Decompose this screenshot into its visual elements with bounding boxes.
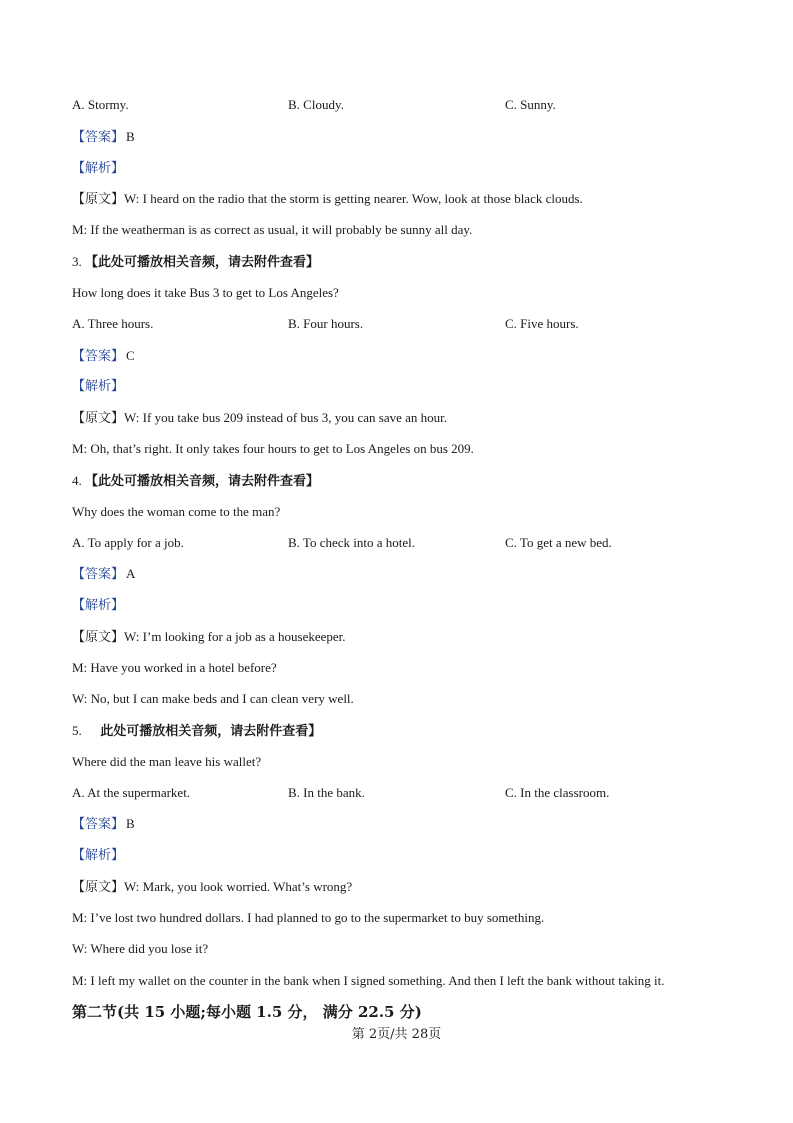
answer-value: A: [126, 566, 136, 581]
answer-value: B: [126, 129, 135, 144]
audio-note: 【此处可播放相关音频，请去附件查看】: [85, 255, 320, 270]
question-number: 3.: [72, 254, 82, 269]
analysis-label: 【解析】: [72, 848, 125, 863]
transcript-line: M: If the weatherman is as correct as usual, it will probably be sunny all day.: [72, 222, 473, 237]
question-number: 4.: [72, 473, 82, 488]
transcript-text: W: Mark, you look worried. What’s wrong?: [124, 879, 353, 894]
answer-label: 【答案】: [72, 567, 125, 582]
transcript-line: M: Have you worked in a hotel before?: [72, 660, 277, 675]
q4-option-a: A. To apply for a job.: [72, 535, 184, 550]
original-label: 【原文】: [72, 880, 125, 895]
answer-label: 【答案】: [72, 130, 125, 145]
transcript-line: W: Where did you lose it?: [72, 941, 209, 956]
q4-analysis-line: [72, 597, 124, 613]
q3-option-a: A. Three hours.: [72, 316, 154, 331]
q2-answer-line: [72, 129, 135, 145]
original-label: 【原文】: [72, 411, 125, 426]
q3-transcript-line: [72, 410, 447, 426]
q3-option-b: B. Four hours.: [288, 316, 364, 331]
q4-option-c: C. To get a new bed.: [505, 535, 612, 550]
analysis-label: 【解析】: [72, 379, 125, 394]
audio-note: 【此处可播放相关音频，请去附件查看】: [85, 474, 320, 489]
q3-question: How long does it take Bus 3 to get to Los Angeles?: [72, 285, 339, 300]
q5-option-c: C. In the classroom.: [505, 785, 610, 800]
q5-option-b: B. In the bank.: [288, 785, 365, 800]
q4-transcript-line: [72, 629, 346, 645]
q2-option-a: A. Stormy.: [72, 97, 129, 112]
q5-question: Where did the man leave his wallet?: [72, 754, 262, 769]
q4-answer-line: [72, 566, 135, 582]
q5-option-a: A. At the supermarket.: [72, 785, 191, 800]
q3-option-c: C. Five hours.: [505, 316, 579, 331]
transcript-line: M: I left my wallet on the counter in the bank when I signed something. And then I left the bank without taking it.: [72, 973, 665, 988]
answer-value: B: [126, 816, 135, 831]
section-heading: 第二节(共 15 小题;每小题 1.5 分， 满分 22.5 分): [72, 1003, 422, 1021]
transcript-text: W: If you take bus 209 instead of bus 3, you can save an hour.: [124, 410, 448, 425]
audio-note: 此处可播放相关音频，请去附件查看】: [100, 724, 322, 739]
transcript-line: W: No, but I can make beds and I can clean very well.: [72, 691, 354, 706]
answer-label: 【答案】: [72, 817, 125, 832]
q5-transcript-line: [72, 879, 352, 895]
analysis-label: 【解析】: [72, 598, 125, 613]
analysis-label: 【解析】: [72, 161, 125, 176]
q2-option-c: C. Sunny.: [505, 97, 556, 112]
q2-option-b: B. Cloudy.: [288, 97, 344, 112]
q4-question: Why does the woman come to the man?: [72, 504, 281, 519]
answer-value: C: [126, 348, 135, 363]
original-label: 【原文】: [72, 192, 125, 207]
answer-label: 【答案】: [72, 349, 125, 364]
q2-analysis-line: [72, 160, 124, 176]
q3-analysis-line: [72, 378, 124, 394]
transcript-text: W: I’m looking for a job as a housekeeper.: [124, 629, 346, 644]
q5-answer-line: [72, 816, 135, 832]
transcript-text: W: I heard on the radio that the storm is getting nearer. Wow, look at those black clouds.: [124, 191, 583, 206]
transcript-line: M: Oh, that’s right. It only takes four hours to get to Los Angeles on bus 209.: [72, 441, 474, 456]
q3-header: [72, 254, 319, 270]
q4-option-b: B. To check into a hotel.: [288, 535, 416, 550]
q3-answer-line: [72, 348, 135, 364]
question-number: 5.: [72, 723, 82, 738]
q2-transcript-line: [72, 191, 583, 207]
q5-analysis-line: [72, 847, 124, 863]
q4-header: [72, 473, 319, 489]
transcript-line: M: I’ve lost two hundred dollars. I had planned to go to the supermarket to buy something.: [72, 910, 545, 925]
q5-header: [72, 723, 321, 739]
original-label: 【原文】: [72, 630, 125, 645]
page-number-footer: 第 2页/共 28页: [351, 1027, 442, 1042]
